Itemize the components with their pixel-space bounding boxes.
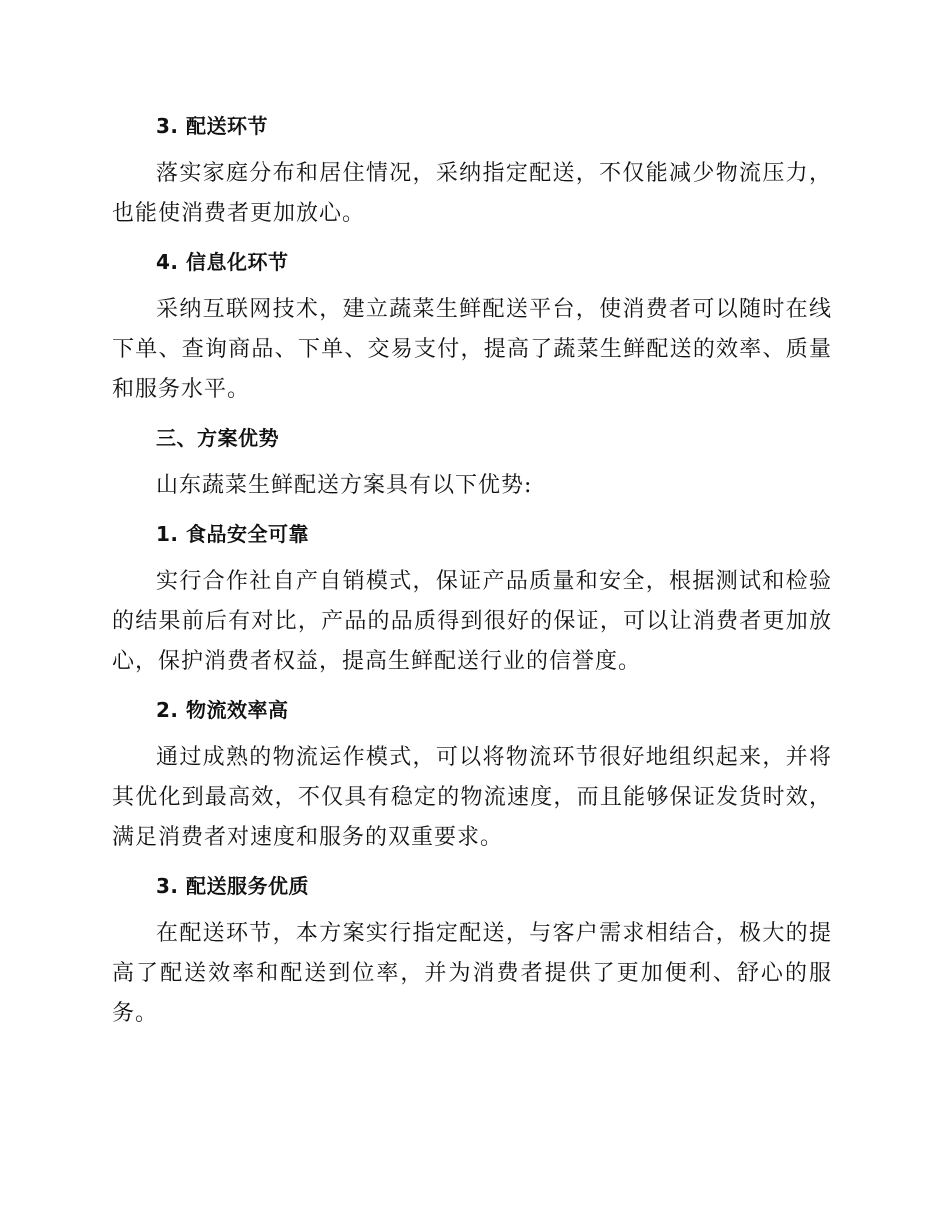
- paragraph-advantages-intro: 山东蔬菜生鲜配送方案具有以下优势:: [156, 473, 533, 498]
- paragraph-food-safety: 实行合作社自产自销模式，保证产品质量和安全，根据测试和检验的结果前后有对比，产品的品质得到很好的保证，可以让消费者更加放心，保护消费者权益，提高生鲜配送行业的信誉度。: [112, 569, 832, 674]
- section-heading-service: 3. 配送服务优质: [156, 874, 309, 898]
- document-body: [112, 106, 832, 1042]
- paragraph-logistics: 通过成熟的物流运作模式，可以将物流环节很好地组织起来，并将其优化到最高效，不仅具有稳定的物流速度，而且能够保证发货时效，满足消费者对速度和服务的双重要求。: [112, 745, 832, 850]
- section-heading-logistics: 2. 物流效率高: [156, 698, 289, 722]
- section-heading-informatization: 4. 信息化环节: [156, 250, 289, 274]
- section-heading-advantages: 三、方案优势: [156, 426, 279, 450]
- paragraph-delivery: 落实家庭分布和居住情况，采纳指定配送，不仅能减少物流压力，也能使消费者更加放心。: [112, 161, 832, 226]
- section-heading-delivery: 3. 配送环节: [156, 114, 268, 138]
- section-heading-food-safety: 1. 食品安全可靠: [156, 522, 309, 546]
- paragraph-informatization: 采纳互联网技术，建立蔬菜生鲜配送平台，使消费者可以随时在线下单、查询商品、下单、交易支付，提高了蔬菜生鲜配送的效率、质量和服务水平。: [112, 297, 832, 402]
- paragraph-service: 在配送环节，本方案实行指定配送，与客户需求相结合，极大的提高了配送效率和配送到位率，并为消费者提供了更加便利、舒心的服务。: [112, 921, 832, 1026]
